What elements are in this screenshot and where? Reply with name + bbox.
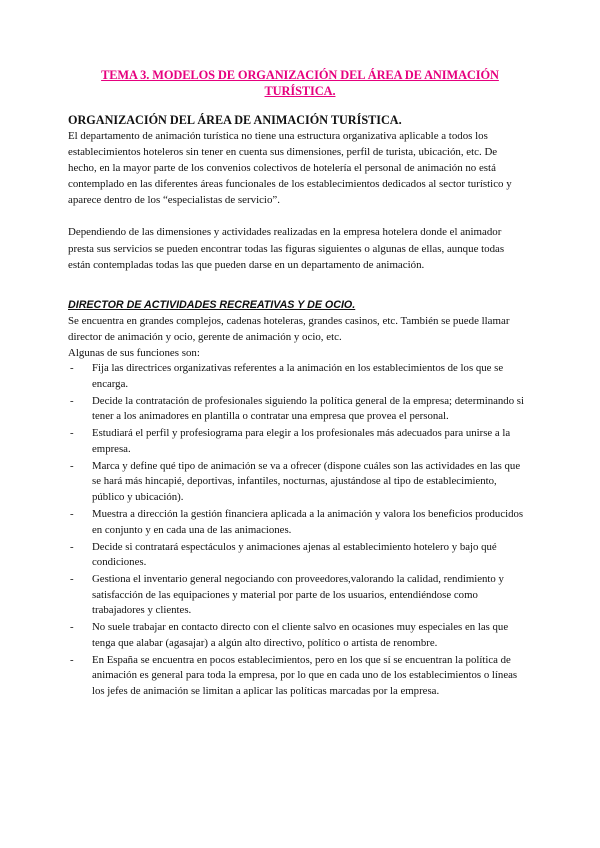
bullet-dash: - bbox=[70, 427, 74, 440]
list-item-text: En España se encuentra en pocos establecimientos, pero en los que sí se encuentran la política de animación es general para toda la empresa, por lo que en cada uno de los establecimientos o líneas los jefes de animación se limitan a aplicar las políticas marcadas por la empresa. bbox=[92, 653, 518, 698]
subsection-heading: DIRECTOR DE ACTIVIDADES RECREATIVAS Y DE OCIO. bbox=[68, 298, 356, 311]
list-item-text: Gestiona el inventario general negociando con proveedores,valorando la calidad, rendimiento y satisfacción de las equipaciones y material por parte de los usuarios, entendiéndose como trabajadores y clientes. bbox=[92, 573, 504, 617]
list-item bbox=[68, 653, 528, 700]
list-item bbox=[68, 361, 528, 392]
document-body bbox=[68, 112, 528, 701]
paragraph-figures: Dependiendo de las dimensiones y actividades realizadas en la empresa hotelera donde el animador presta sus servicios se pueden encontrar todas las figuras siguientes o algunas de ellas, aunque todas están contempladas todas las que pueden darse en un departamento de animación. bbox=[68, 226, 505, 271]
list-item bbox=[68, 572, 528, 619]
paragraph-spacer bbox=[68, 208, 528, 224]
paragraph-spacer bbox=[68, 273, 528, 289]
functions-list bbox=[68, 361, 528, 700]
list-item-text: Marca y define qué tipo de animación se va a ofrecer (dispone cuáles son las actividades en las que se hará más hincapié, deportivas, infantiles, nocturnas, ajustándose al tipo de establecimiento, público y ubicación). bbox=[92, 459, 521, 503]
list-item-text: No suele trabajar en contacto directo con el cliente salvo en ocasiones muy especiales en las que tenga que alabar (agasajar) a algún alto directivo, político o artista de renombre. bbox=[92, 621, 509, 649]
list-item-text: Estudiará el perfil y profesiograma para elegir a los profesionales más adecuados para unirse a la empresa. bbox=[92, 427, 511, 455]
list-item bbox=[68, 540, 528, 571]
bullet-dash: - bbox=[70, 621, 74, 634]
paragraph-intro: El departamento de animación turística no tiene una estructura organizativa aplicable a todos los establecimientos hoteleros sin tener en cuenta sus dimensiones, perfil de turista, ubicación, etc. De hecho, en la mayor parte de los convenios colectivos de hotelería el personal de animación no está contemplado en las diferentes áreas funcionales de los establecimientos dedicados al sector turístico y aparece dentro de los “especialistas de servicio”. bbox=[68, 130, 512, 207]
section-heading: ORGANIZACIÓN DEL ÁREA DE ANIMACIÓN TURÍSTICA. bbox=[68, 113, 402, 127]
functions-intro: Algunas de sus funciones son: bbox=[68, 346, 200, 359]
bullet-dash: - bbox=[70, 459, 74, 472]
list-item-text: Fija las directrices organizativas referentes a la animación en los establecimientos de los que se encarga. bbox=[92, 362, 504, 390]
list-item-text: Decide si contratará espectáculos y animaciones ajenas al establecimiento hotelero y bajo qué condiciones. bbox=[92, 540, 497, 569]
bullet-dash: - bbox=[70, 573, 74, 586]
list-item bbox=[68, 620, 528, 651]
bullet-dash: - bbox=[70, 653, 74, 666]
bullet-dash: - bbox=[70, 507, 74, 520]
list-item bbox=[68, 459, 528, 506]
list-item bbox=[68, 394, 528, 425]
bullet-dash: - bbox=[70, 540, 74, 553]
bullet-dash: - bbox=[70, 394, 74, 407]
paragraph-director: Se encuentra en grandes complejos, cadenas hoteleras, grandes casinos, etc. También se puede llamar director de animación y ocio, gerente de animación y ocio, etc. bbox=[68, 314, 510, 343]
list-item bbox=[68, 507, 528, 538]
document-title: TEMA 3. MODELOS DE ORGANIZACIÓN DEL ÁREA DE ANIMACIÓN TURÍSTICA. bbox=[101, 68, 499, 98]
list-item-text: Decide la contratación de profesionales siguiendo la política general de la empresa; determinando si tener a los animadores en plantilla o contratar una empresa que provea el personal. bbox=[92, 394, 525, 423]
list-item-text: Muestra a dirección la gestión financiera aplicada a la animación y valora los beneficios producidos en conjunto y en cada una de las animaciones. bbox=[92, 507, 524, 536]
bullet-dash: - bbox=[70, 362, 74, 375]
list-item bbox=[68, 426, 528, 457]
